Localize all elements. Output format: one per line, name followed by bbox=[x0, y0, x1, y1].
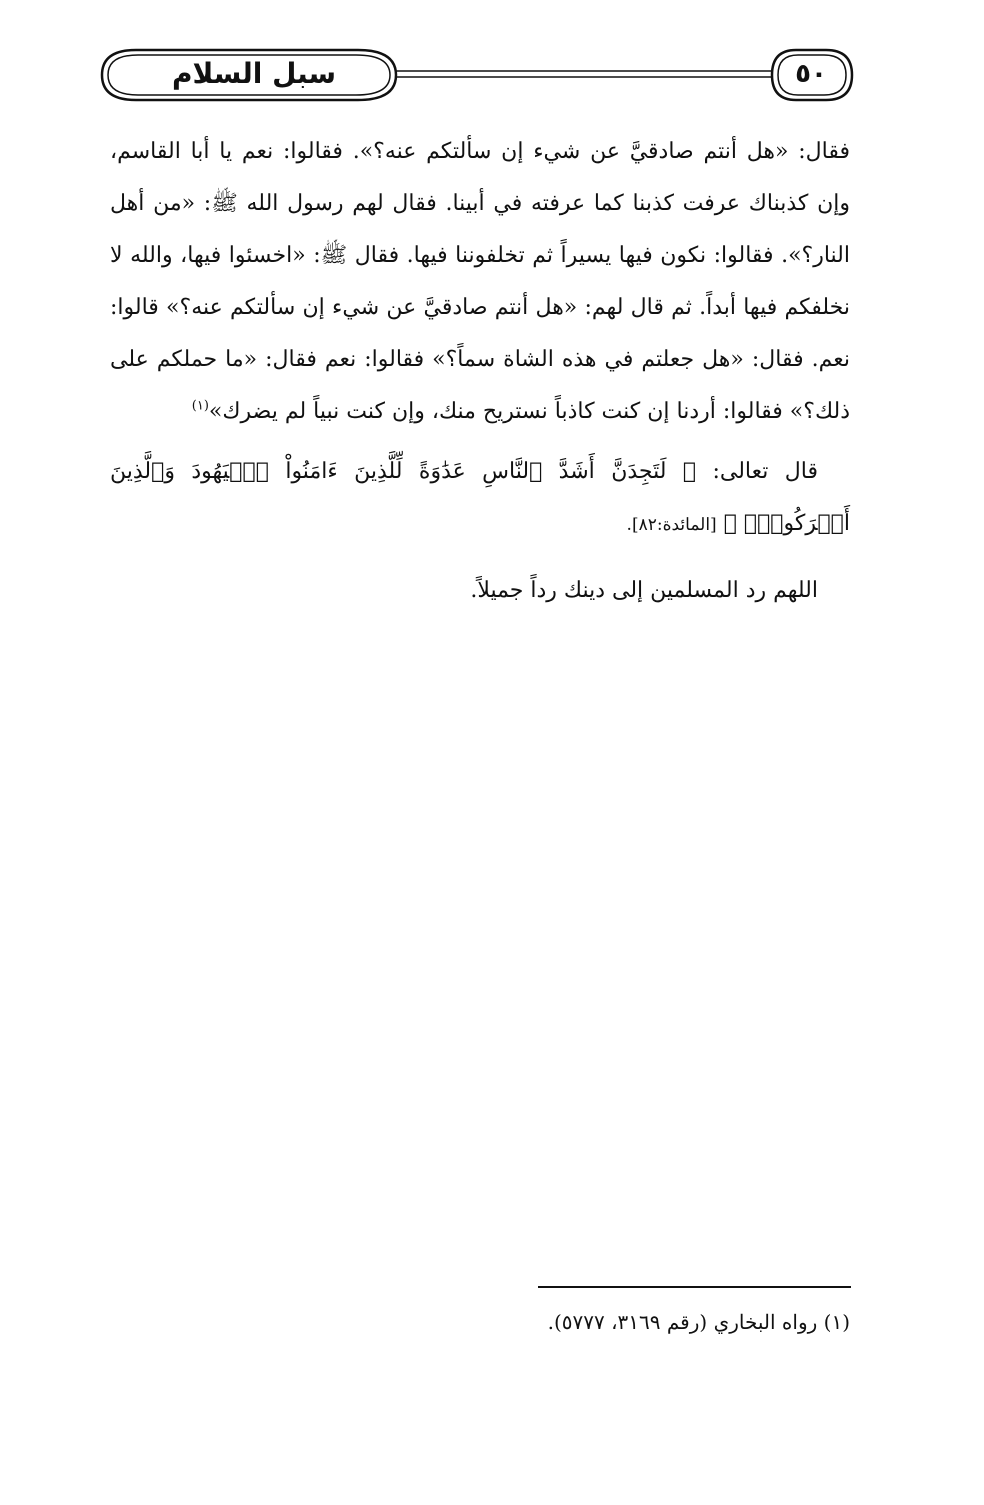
verse-paragraph bbox=[110, 446, 850, 551]
page-number: ٥٠ bbox=[795, 59, 827, 89]
footnote-1: (١) رواه البخاري (رقم ٣١٦٩، ٥٧٧٧). bbox=[547, 1310, 850, 1334]
footnote-marker: (١) bbox=[191, 398, 209, 414]
running-title: سبل السلام bbox=[171, 57, 337, 90]
footnote-separator bbox=[538, 1286, 851, 1288]
dua-paragraph: اللهم رد المسلمين إلى دينك رداً جميلاً. bbox=[470, 578, 818, 603]
hadith-text: فقال: «هل أنتم صادقيَّ عن شيء إن سألتكم عنه؟». فقالوا: نعم يا أبا القاسم، وإن كذبناك عرفت كذبنا كما عرفته في أبينا. فقال لهم رسول الله ﷺ: «من أهل النار؟». فقالوا: نكون فيها يسيراً ثم تخلفوننا فيها. فقال ﷺ: «اخسئوا فيها، والله لا نخلفكم فيها أبداً. ثم قال لهم: «هل أنتم صادقيَّ عن شيء إن سألتكم عنه؟» قالوا: نعم. فقال: «هل جعلتم في هذه الشاة سماً؟» فقالوا: نعم فقال: «ما حملكم على ذلك؟» فقالوا: أردنا إن كنت كاذباً نستريح منك، وإن كنت نبياً لم يضرك» bbox=[110, 139, 850, 424]
hadith-paragraph bbox=[110, 126, 850, 438]
body-text bbox=[110, 126, 850, 617]
verse-reference: [المائدة:٨٢]. bbox=[626, 515, 717, 535]
page-header bbox=[96, 40, 856, 110]
verse-text: قال تعالى: ﴿ لَتَجِدَنَّ أَشَدَّ ٱلنَّاسِ عَدَٰوَةً لِّلَّذِينَ ءَامَنُواْ ٱلۡيَهُودَ وَٱلَّذِينَ أَشۡرَكُواْۖ ﴾ bbox=[110, 459, 850, 536]
